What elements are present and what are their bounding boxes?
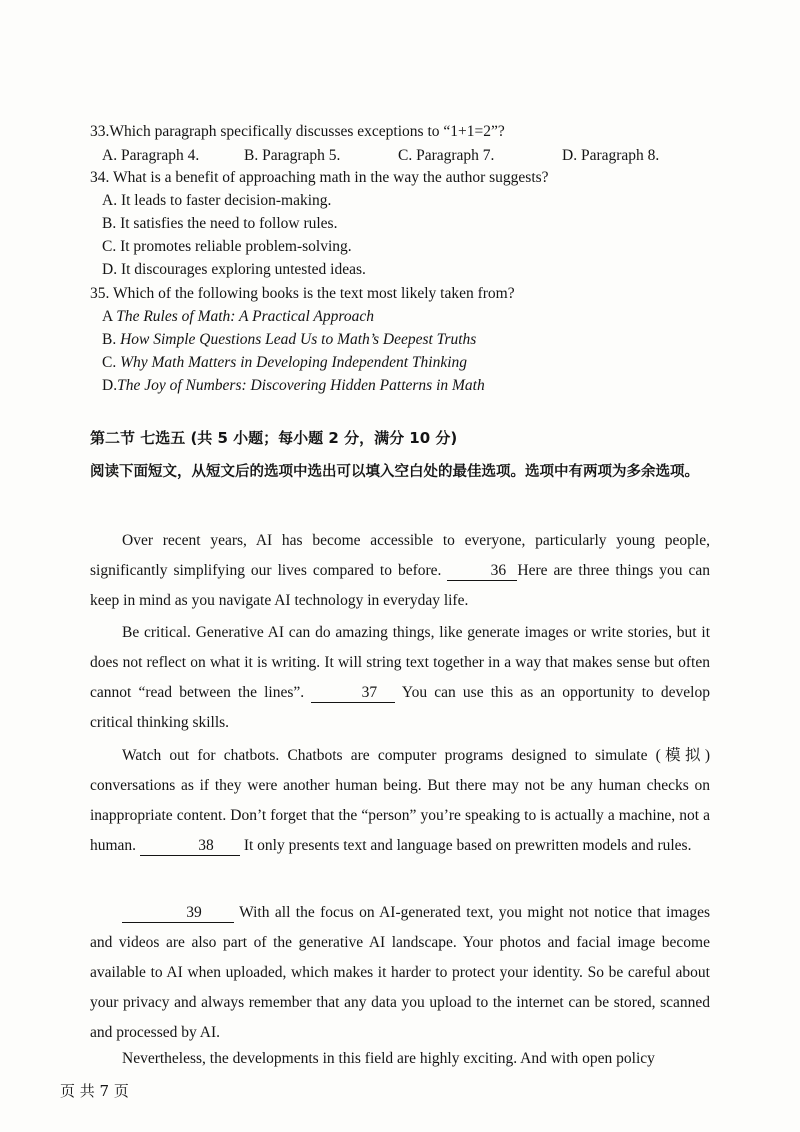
passage-paragraph-5: Nevertheless, the developments in this field are highly exciting. And with open policy bbox=[122, 1050, 655, 1067]
question-34-stem: 34. What is a benefit of approaching math in the way the author suggests? bbox=[90, 169, 549, 186]
q34-option-a: A. It leads to faster decision-making. bbox=[102, 192, 332, 209]
book-title: How Simple Questions Lead Us to Math’s Deepest Truths bbox=[120, 331, 477, 348]
page-footer: 页 共 7 页 bbox=[60, 1082, 129, 1100]
q35-option-b: B. How Simple Questions Lead Us to Math’s Deepest Truths bbox=[102, 331, 477, 348]
q34-option-c: C. It promotes reliable problem-solving. bbox=[102, 238, 352, 255]
q33-option-b: B. Paragraph 5. bbox=[244, 147, 341, 164]
passage-paragraph-1: Over recent years, AI has become accessible to everyone, particularly young people, significantly simplifying our lives compared to before. 36 Here are three things you can keep in mind as you navigate AI technology in everyday life. bbox=[90, 532, 710, 609]
section-heading: 第二节 七选五 (共 5 小题；每小题 2 分，满分 10 分) bbox=[90, 429, 458, 447]
blank-38: 38 bbox=[140, 837, 240, 856]
q35-option-d: D.The Joy of Numbers: Discovering Hidden Patterns in Math bbox=[102, 377, 485, 394]
book-title: The Joy of Numbers: Discovering Hidden Patterns in Math bbox=[117, 377, 485, 394]
q33-option-a: A. Paragraph 4. bbox=[102, 147, 200, 164]
book-title: Why Math Matters in Developing Independent Thinking bbox=[120, 354, 468, 371]
q33-option-c: C. Paragraph 7. bbox=[398, 147, 495, 164]
book-title: The Rules of Math: A Practical Approach bbox=[116, 308, 374, 325]
q34-option-d: D. It discourages exploring untested ideas. bbox=[102, 261, 366, 278]
q35-option-a: A The Rules of Math: A Practical Approach bbox=[102, 308, 374, 325]
passage-paragraph-3: Watch out for chatbots. Chatbots are computer programs designed to simulate (模拟) conversations as if they were another human being. But there may not be any human checks on inappropriate content. Don’t forget that the “person” you’re speaking to is actually a machine, not a human. 38 It only presents text and language based on prewritten models and rules. bbox=[90, 747, 710, 854]
question-33-stem: 33.Which paragraph specifically discusses exceptions to “1+1=2”? bbox=[90, 123, 505, 140]
q33-option-d: D. Paragraph 8. bbox=[562, 147, 660, 164]
blank-39: 39 bbox=[122, 904, 234, 923]
section-instruction: 阅读下面短文，从短文后的选项中选出可以填入空白处的最佳选项。选项中有两项为多余选项。 bbox=[90, 464, 699, 480]
blank-36: 36 bbox=[447, 562, 517, 581]
q35-option-c: C. Why Math Matters in Developing Independent Thinking bbox=[102, 354, 468, 371]
q34-option-b: B. It satisfies the need to follow rules. bbox=[102, 215, 338, 232]
blank-37: 37 bbox=[311, 684, 395, 703]
passage-paragraph-2: Be critical. Generative AI can do amazing things, like generate images or write stories, but it does not reflect on what it is writing. It will string text together in a way that makes sense but often cannot “read between the lines”. 37 You can use this as an opportunity to develop critical thinking skills. bbox=[90, 624, 710, 731]
passage-paragraph-4: 39 With all the focus on AI-generated text, you might not notice that images and videos are also part of the generative AI landscape. Your photos and facial image become available to AI when uploaded, which makes it harder to protect your identity. So be careful about your privacy and always remember that any data you upload to the internet can be stored, scanned and processed by AI. bbox=[90, 904, 710, 1041]
question-35-stem: 35. Which of the following books is the text most likely taken from? bbox=[90, 285, 515, 302]
